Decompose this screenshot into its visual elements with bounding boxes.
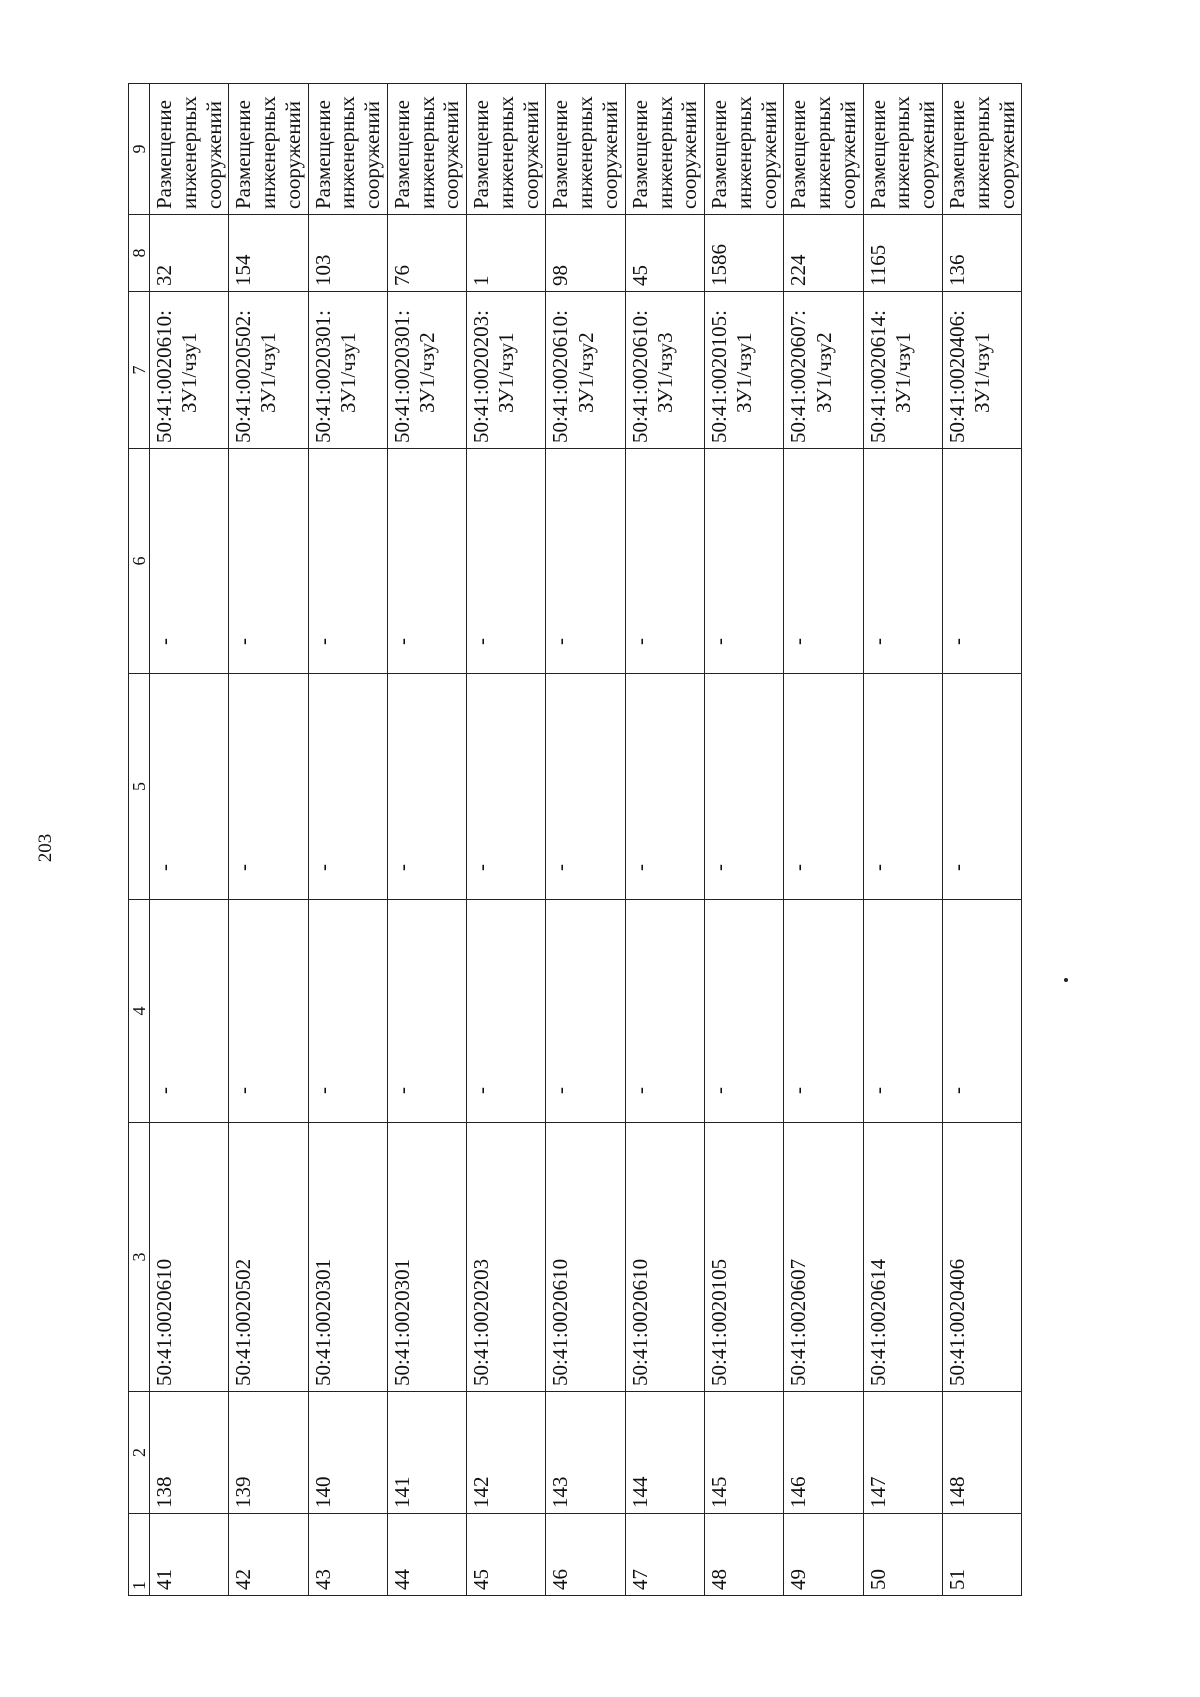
area-cell: 32 bbox=[150, 215, 229, 292]
col4-cell: - bbox=[467, 900, 546, 1123]
column-number-header: 2 bbox=[129, 1392, 150, 1514]
col5-cell: - bbox=[705, 674, 784, 900]
part-designation-line1: 50:41:0020105: bbox=[707, 309, 732, 443]
col6-cell: - bbox=[150, 449, 229, 674]
col4-cell: - bbox=[705, 900, 784, 1123]
cadastral-quarter-cell: 50:41:0020614 bbox=[863, 1123, 942, 1392]
column-number-header: 5 bbox=[129, 674, 150, 900]
col5-cell: - bbox=[229, 674, 308, 900]
col6-cell: - bbox=[784, 449, 863, 674]
purpose-cell bbox=[229, 84, 308, 215]
rotated-table-wrapper bbox=[128, 84, 1022, 1596]
cadastral-quarter-cell: 50:41:0020301 bbox=[308, 1123, 387, 1392]
column-number-header: 7 bbox=[129, 292, 150, 449]
part-designation-line1: 50:41:0020406: bbox=[944, 309, 969, 443]
purpose-line-1: Размещение bbox=[469, 100, 494, 209]
purpose-line-2: инженерных bbox=[731, 96, 756, 209]
purpose-line-1: Размещение bbox=[707, 100, 732, 209]
part-designation-cell bbox=[705, 292, 784, 449]
area-cell: 224 bbox=[784, 215, 863, 292]
purpose-cell bbox=[150, 84, 229, 215]
column-number-header: 4 bbox=[129, 900, 150, 1123]
area-cell: 103 bbox=[308, 215, 387, 292]
row-number-cell: 51 bbox=[942, 1514, 1021, 1596]
col4-cell: - bbox=[625, 900, 704, 1123]
table-row bbox=[387, 84, 466, 1596]
row-number-cell: 44 bbox=[387, 1514, 466, 1596]
col4-cell: - bbox=[308, 900, 387, 1123]
row-number-cell: 43 bbox=[308, 1514, 387, 1596]
purpose-line-2: инженерных bbox=[811, 96, 836, 209]
table-row bbox=[467, 84, 546, 1596]
col6-cell: - bbox=[705, 449, 784, 674]
part-designation-cell bbox=[150, 292, 229, 449]
area-cell: 1 bbox=[467, 215, 546, 292]
purpose-line-3: сооружений bbox=[835, 100, 860, 209]
purpose-cell bbox=[546, 84, 625, 215]
col5-cell: - bbox=[546, 674, 625, 900]
part-designation-line2: ЗУ1/чзу1 bbox=[335, 332, 360, 413]
col5-cell: - bbox=[387, 674, 466, 900]
purpose-line-2: инженерных bbox=[969, 96, 994, 209]
part-designation-cell bbox=[546, 292, 625, 449]
col4-cell: - bbox=[942, 900, 1021, 1123]
part-designation-line1: 50:41:0020610: bbox=[152, 309, 176, 443]
purpose-line-2: инженерных bbox=[890, 96, 915, 209]
purpose-cell bbox=[467, 84, 546, 215]
scan-speck bbox=[1064, 978, 1068, 982]
purpose-cell bbox=[784, 84, 863, 215]
purpose-line-1: Размещение bbox=[548, 100, 573, 209]
purpose-line-3: сооружений bbox=[201, 100, 226, 209]
row-number-cell: 45 bbox=[467, 1514, 546, 1596]
col6-cell: - bbox=[387, 449, 466, 674]
area-cell: 136 bbox=[942, 215, 1021, 292]
purpose-line-1: Размещение bbox=[389, 100, 414, 209]
table-row bbox=[942, 84, 1021, 1596]
cadastral-quarter-cell: 50:41:0020610 bbox=[625, 1123, 704, 1392]
purpose-line-1: Размещение bbox=[944, 100, 969, 209]
row-number-cell: 42 bbox=[229, 1514, 308, 1596]
col6-cell: - bbox=[863, 449, 942, 674]
part-designation-line2: ЗУ1/чзу1 bbox=[890, 332, 915, 413]
part-designation-line1: 50:41:0020610: bbox=[548, 309, 573, 443]
col4-cell: - bbox=[784, 900, 863, 1123]
land-plots-table bbox=[128, 83, 1022, 1596]
part-designation-cell bbox=[784, 292, 863, 449]
plot-number-cell: 144 bbox=[625, 1392, 704, 1514]
col4-cell: - bbox=[387, 900, 466, 1123]
purpose-line-2: инженерных bbox=[256, 96, 281, 209]
cadastral-quarter-cell: 50:41:0020406 bbox=[942, 1123, 1021, 1392]
purpose-line-3: сооружений bbox=[677, 100, 702, 209]
col6-cell: - bbox=[229, 449, 308, 674]
area-cell: 1586 bbox=[705, 215, 784, 292]
purpose-line-1: Размещение bbox=[310, 100, 335, 209]
table-row bbox=[705, 84, 784, 1596]
col5-cell: - bbox=[942, 674, 1021, 900]
col6-cell: - bbox=[546, 449, 625, 674]
cadastral-quarter-cell: 50:41:0020607 bbox=[784, 1123, 863, 1392]
header-row bbox=[129, 84, 150, 1596]
row-number-cell: 49 bbox=[784, 1514, 863, 1596]
column-number-header: 1 bbox=[129, 1514, 150, 1596]
purpose-line-3: сооружений bbox=[439, 100, 464, 209]
purpose-line-3: сооружений bbox=[915, 100, 940, 209]
row-number-cell: 46 bbox=[546, 1514, 625, 1596]
table-row bbox=[150, 84, 229, 1596]
table-row bbox=[863, 84, 942, 1596]
purpose-line-2: инженерных bbox=[335, 96, 360, 209]
area-cell: 1165 bbox=[863, 215, 942, 292]
plot-number-cell: 147 bbox=[863, 1392, 942, 1514]
col5-cell: - bbox=[784, 674, 863, 900]
table-row bbox=[229, 84, 308, 1596]
part-designation-line1: 50:41:0020301: bbox=[389, 309, 414, 443]
purpose-cell bbox=[625, 84, 704, 215]
plot-number-cell: 141 bbox=[387, 1392, 466, 1514]
cadastral-quarter-cell: 50:41:0020610 bbox=[150, 1123, 229, 1392]
purpose-line-3: сооружений bbox=[994, 100, 1019, 209]
col5-cell: - bbox=[308, 674, 387, 900]
part-designation-cell bbox=[467, 292, 546, 449]
cadastral-quarter-cell: 50:41:0020610 bbox=[546, 1123, 625, 1392]
part-designation-line1: 50:41:0020607: bbox=[786, 309, 811, 443]
col6-cell: - bbox=[942, 449, 1021, 674]
area-cell: 98 bbox=[546, 215, 625, 292]
plot-number-cell: 140 bbox=[308, 1392, 387, 1514]
part-designation-cell bbox=[942, 292, 1021, 449]
part-designation-line1: 50:41:0020502: bbox=[231, 309, 256, 443]
purpose-cell bbox=[387, 84, 466, 215]
purpose-line-2: инженерных bbox=[573, 96, 598, 209]
col4-cell: - bbox=[863, 900, 942, 1123]
row-number-cell: 50 bbox=[863, 1514, 942, 1596]
purpose-line-1: Размещение bbox=[231, 100, 256, 209]
purpose-line-1: Размещение bbox=[786, 100, 811, 209]
column-number-header: 3 bbox=[129, 1123, 150, 1392]
column-number-header: 8 bbox=[129, 215, 150, 292]
column-number-header: 6 bbox=[129, 449, 150, 674]
part-designation-line2: ЗУ1/чзу1 bbox=[970, 332, 995, 413]
row-number-cell: 41 bbox=[150, 1514, 229, 1596]
cadastral-quarter-cell: 50:41:0020502 bbox=[229, 1123, 308, 1392]
part-designation-line2: ЗУ1/чзу3 bbox=[652, 332, 677, 413]
purpose-cell bbox=[863, 84, 942, 215]
purpose-line-2: инженерных bbox=[176, 96, 201, 209]
purpose-cell bbox=[308, 84, 387, 215]
purpose-line-2: инженерных bbox=[493, 96, 518, 209]
page-number: 203 bbox=[35, 833, 56, 863]
purpose-line-2: инженерных bbox=[652, 96, 677, 209]
area-cell: 154 bbox=[229, 215, 308, 292]
purpose-line-2: инженерных bbox=[414, 96, 439, 209]
area-cell: 45 bbox=[625, 215, 704, 292]
part-designation-cell bbox=[308, 292, 387, 449]
part-designation-cell bbox=[863, 292, 942, 449]
part-designation-line2: ЗУ1/чзу2 bbox=[573, 332, 598, 413]
purpose-cell bbox=[705, 84, 784, 215]
table-row bbox=[546, 84, 625, 1596]
part-designation-line1: 50:41:0020203: bbox=[469, 309, 494, 443]
purpose-line-3: сооружений bbox=[756, 100, 781, 209]
part-designation-line2: ЗУ1/чзу1 bbox=[256, 332, 281, 413]
col6-cell: - bbox=[308, 449, 387, 674]
cadastral-quarter-cell: 50:41:0020203 bbox=[467, 1123, 546, 1392]
plot-number-cell: 145 bbox=[705, 1392, 784, 1514]
plot-number-cell: 139 bbox=[229, 1392, 308, 1514]
part-designation-line2: ЗУ1/чзу1 bbox=[177, 332, 202, 413]
col5-cell: - bbox=[467, 674, 546, 900]
row-number-cell: 48 bbox=[705, 1514, 784, 1596]
purpose-line-3: сооружений bbox=[360, 100, 385, 209]
cadastral-quarter-cell: 50:41:0020301 bbox=[387, 1123, 466, 1392]
part-designation-cell bbox=[625, 292, 704, 449]
part-designation-line1: 50:41:0020610: bbox=[627, 309, 652, 443]
part-designation-line2: ЗУ1/чзу2 bbox=[811, 332, 836, 413]
purpose-line-3: сооружений bbox=[280, 100, 305, 209]
column-number-header: 9 bbox=[129, 84, 150, 215]
part-designation-line2: ЗУ1/чзу1 bbox=[494, 332, 519, 413]
purpose-line-1: Размещение bbox=[152, 100, 176, 209]
row-number-cell: 47 bbox=[625, 1514, 704, 1596]
table-row bbox=[308, 84, 387, 1596]
plot-number-cell: 146 bbox=[784, 1392, 863, 1514]
part-designation-cell bbox=[387, 292, 466, 449]
part-designation-line1: 50:41:0020614: bbox=[865, 309, 890, 443]
purpose-line-1: Размещение bbox=[627, 100, 652, 209]
part-designation-line1: 50:41:0020301: bbox=[310, 309, 335, 443]
col6-cell: - bbox=[467, 449, 546, 674]
purpose-cell bbox=[942, 84, 1021, 215]
purpose-line-3: сооружений bbox=[518, 100, 543, 209]
col4-cell: - bbox=[546, 900, 625, 1123]
part-designation-cell bbox=[229, 292, 308, 449]
cadastral-quarter-cell: 50:41:0020105 bbox=[705, 1123, 784, 1392]
plot-number-cell: 148 bbox=[942, 1392, 1021, 1514]
plot-number-cell: 138 bbox=[150, 1392, 229, 1514]
part-designation-line2: ЗУ1/чзу1 bbox=[732, 332, 757, 413]
part-designation-line2: ЗУ1/чзу2 bbox=[415, 332, 440, 413]
col4-cell: - bbox=[150, 900, 229, 1123]
table-row bbox=[784, 84, 863, 1596]
plot-number-cell: 142 bbox=[467, 1392, 546, 1514]
col5-cell: - bbox=[863, 674, 942, 900]
purpose-line-3: сооружений bbox=[598, 100, 623, 209]
area-cell: 76 bbox=[387, 215, 466, 292]
col5-cell: - bbox=[150, 674, 229, 900]
purpose-line-1: Размещение bbox=[865, 100, 890, 209]
col5-cell: - bbox=[625, 674, 704, 900]
col4-cell: - bbox=[229, 900, 308, 1123]
plot-number-cell: 143 bbox=[546, 1392, 625, 1514]
col6-cell: - bbox=[625, 449, 704, 674]
table-row bbox=[625, 84, 704, 1596]
